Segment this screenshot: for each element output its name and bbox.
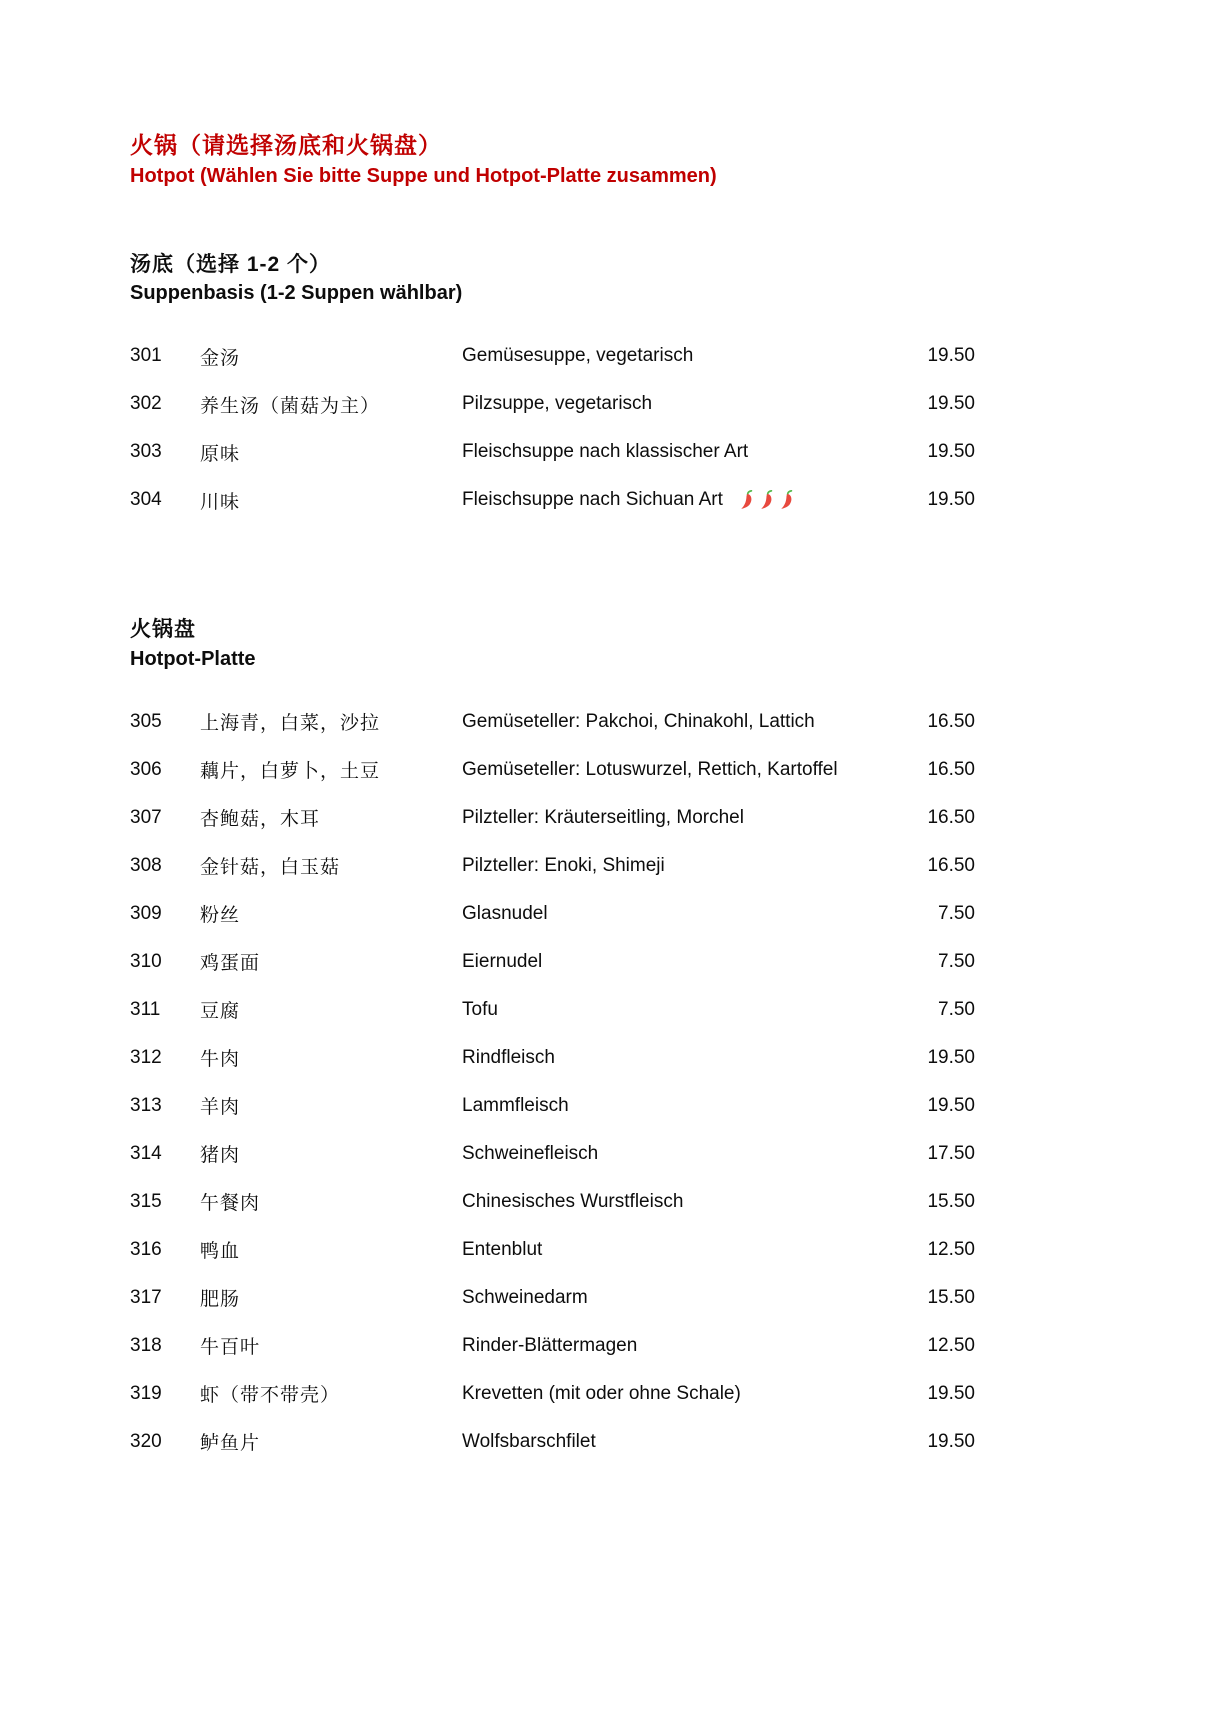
menu-content xyxy=(130,130,975,1466)
item-name-german xyxy=(462,489,885,511)
item-name-german-text: Schweinedarm xyxy=(462,1286,588,1308)
item-price: 16.50 xyxy=(927,854,975,876)
item-name-german-text: Schweinefleisch xyxy=(462,1142,599,1164)
item-number: 312 xyxy=(130,1046,162,1068)
menu-item-row xyxy=(130,332,975,380)
item-number: 305 xyxy=(130,710,162,732)
menu-item-row xyxy=(130,986,975,1034)
item-name-german-text: Glasnudel xyxy=(462,902,548,924)
item-name-chinese: 鸡蛋面 xyxy=(200,953,261,975)
item-name-german-text: Tofu xyxy=(462,998,498,1020)
item-price: 15.50 xyxy=(927,1286,975,1308)
item-name-german xyxy=(462,1047,885,1069)
item-number: 310 xyxy=(130,950,162,972)
item-number: 319 xyxy=(130,1382,162,1404)
section-items xyxy=(130,698,975,1466)
menu-item-row xyxy=(130,794,975,842)
item-name-german xyxy=(462,1335,885,1357)
chili-icon xyxy=(739,490,754,510)
menu-item-row xyxy=(130,938,975,986)
item-number: 301 xyxy=(130,345,162,367)
section-heading-german: Suppenbasis (1-2 Suppen wählbar) xyxy=(130,282,463,305)
item-name-german xyxy=(462,711,885,733)
item-name-german xyxy=(462,1095,885,1117)
item-name-german-text: Pilzteller: Kräuterseitling, Morchel xyxy=(462,806,744,828)
item-name-german xyxy=(462,393,885,415)
item-number: 307 xyxy=(130,806,162,828)
item-name-german xyxy=(462,903,885,925)
menu-item-row xyxy=(130,476,975,524)
item-name-chinese: 金针菇，白玉菇 xyxy=(200,857,341,879)
item-number: 306 xyxy=(130,758,162,780)
item-number: 311 xyxy=(130,998,161,1020)
menu-section xyxy=(130,616,975,1465)
item-number: 318 xyxy=(130,1334,162,1356)
menu-item-row xyxy=(130,1226,975,1274)
menu-item-row xyxy=(130,1082,975,1130)
item-name-chinese: 金汤 xyxy=(200,347,241,369)
menu-item-row xyxy=(130,1370,975,1418)
item-name-german xyxy=(462,951,885,973)
page-title-german: Hotpot (Wählen Sie bitte Suppe und Hotpot-Platte zusammen) xyxy=(130,165,717,188)
chili-icon xyxy=(759,490,774,510)
item-name-german xyxy=(462,345,885,367)
item-name-chinese: 养生汤（菌菇为主） xyxy=(200,395,381,417)
item-name-chinese: 虾（带不带壳） xyxy=(200,1385,341,1407)
menu-section xyxy=(130,251,975,524)
item-name-german xyxy=(462,1287,885,1309)
menu-item-row xyxy=(130,380,975,428)
item-number: 313 xyxy=(130,1094,162,1116)
spacer xyxy=(130,524,975,616)
item-number: 302 xyxy=(130,393,162,415)
item-price: 7.50 xyxy=(938,998,975,1020)
item-name-chinese: 牛百叶 xyxy=(200,1337,261,1359)
menu-item-row xyxy=(130,746,975,794)
item-name-chinese: 鲈鱼片 xyxy=(200,1433,261,1455)
item-price: 17.50 xyxy=(927,1142,975,1164)
item-name-german-text: Gemüseteller: Lotuswurzel, Rettich, Kartoffel xyxy=(462,758,838,780)
item-name-german-text: Entenblut xyxy=(462,1238,543,1260)
page-header xyxy=(130,130,975,191)
item-name-german-text: Chinesisches Wurstfleisch xyxy=(462,1190,684,1212)
item-name-german xyxy=(462,1191,885,1213)
item-price: 19.50 xyxy=(927,1046,975,1068)
menu-item-row xyxy=(130,1418,975,1466)
spacer xyxy=(130,191,975,251)
menu-item-row xyxy=(130,842,975,890)
item-price: 16.50 xyxy=(927,710,975,732)
item-name-german xyxy=(462,855,885,877)
section-heading-german: Hotpot-Platte xyxy=(130,647,256,670)
item-name-german-text: Wolfsbarschfilet xyxy=(462,1430,596,1452)
item-name-chinese: 午餐肉 xyxy=(200,1193,261,1215)
item-number: 315 xyxy=(130,1190,162,1212)
item-name-chinese: 粉丝 xyxy=(200,905,241,927)
item-number: 308 xyxy=(130,854,162,876)
item-price: 19.50 xyxy=(927,345,975,367)
item-price: 16.50 xyxy=(927,806,975,828)
item-price: 7.50 xyxy=(938,902,975,924)
item-number: 317 xyxy=(130,1286,162,1308)
item-name-german xyxy=(462,1239,885,1261)
item-number: 304 xyxy=(130,489,162,511)
item-name-german xyxy=(462,1383,885,1405)
item-name-german-text: Lammfleisch xyxy=(462,1094,569,1116)
menu-item-row xyxy=(130,1130,975,1178)
item-price: 19.50 xyxy=(927,489,975,511)
item-name-german-text: Rinder-Blättermagen xyxy=(462,1334,638,1356)
item-name-german-text: Pilzsuppe, vegetarisch xyxy=(462,393,653,415)
menu-item-row xyxy=(130,428,975,476)
item-number: 309 xyxy=(130,902,162,924)
menu-item-row xyxy=(130,1274,975,1322)
item-number: 303 xyxy=(130,441,162,463)
item-number: 314 xyxy=(130,1142,162,1164)
item-price: 19.50 xyxy=(927,441,975,463)
section-items xyxy=(130,332,975,524)
page-title-chinese: 火锅（请选择汤底和火锅盘） xyxy=(130,132,442,158)
item-name-chinese: 牛肉 xyxy=(200,1049,241,1071)
item-name-german-text: Rindfleisch xyxy=(462,1046,555,1068)
item-name-chinese: 豆腐 xyxy=(200,1001,241,1023)
item-name-german xyxy=(462,1431,885,1453)
item-price: 19.50 xyxy=(927,1094,975,1116)
chili-icon xyxy=(779,490,794,510)
menu-sections xyxy=(130,251,975,1466)
item-name-german xyxy=(462,999,885,1021)
section-heading-chinese: 汤底（选择 1-2 个） xyxy=(130,253,332,277)
menu-item-row xyxy=(130,890,975,938)
item-name-chinese: 羊肉 xyxy=(200,1097,241,1119)
item-price: 19.50 xyxy=(927,1382,975,1404)
item-name-german-text: Fleischsuppe nach klassischer Art xyxy=(462,441,749,463)
item-price: 19.50 xyxy=(927,393,975,415)
item-name-german xyxy=(462,759,885,781)
item-number: 316 xyxy=(130,1238,162,1260)
item-name-german-text: Pilzteller: Enoki, Shimeji xyxy=(462,854,665,876)
item-name-german-text: Gemüseteller: Pakchoi, Chinakohl, Lattich xyxy=(462,710,815,732)
menu-item-row xyxy=(130,698,975,746)
item-name-chinese: 原味 xyxy=(200,443,241,465)
item-name-chinese: 川味 xyxy=(200,491,241,513)
item-name-chinese: 猪肉 xyxy=(200,1145,241,1167)
menu-item-row xyxy=(130,1178,975,1226)
item-name-german xyxy=(462,441,885,463)
item-name-chinese: 上海青，白菜，沙拉 xyxy=(200,713,381,735)
item-price: 12.50 xyxy=(927,1238,975,1260)
item-price: 16.50 xyxy=(927,758,975,780)
menu-item-row xyxy=(130,1034,975,1082)
item-name-german-text: Krevetten (mit oder ohne Schale) xyxy=(462,1382,741,1404)
item-price: 7.50 xyxy=(938,950,975,972)
item-name-german-text: Fleischsuppe nach Sichuan Art xyxy=(462,489,723,511)
section-heading-chinese: 火锅盘 xyxy=(130,618,196,642)
item-name-chinese: 鸭血 xyxy=(200,1241,241,1263)
item-price: 19.50 xyxy=(927,1430,975,1452)
item-name-chinese: 肥肠 xyxy=(200,1289,241,1311)
item-name-german xyxy=(462,1143,885,1165)
item-price: 15.50 xyxy=(927,1190,975,1212)
item-name-chinese: 杏鲍菇，木耳 xyxy=(200,809,321,831)
item-name-german-text: Eiernudel xyxy=(462,950,543,972)
item-name-german xyxy=(462,807,885,829)
item-price: 12.50 xyxy=(927,1334,975,1356)
item-number: 320 xyxy=(130,1430,162,1452)
menu-item-row xyxy=(130,1322,975,1370)
item-name-chinese: 藕片，白萝卜，土豆 xyxy=(200,761,381,783)
item-name-german-text: Gemüsesuppe, vegetarisch xyxy=(462,345,694,367)
spiciness-icons xyxy=(739,490,794,510)
